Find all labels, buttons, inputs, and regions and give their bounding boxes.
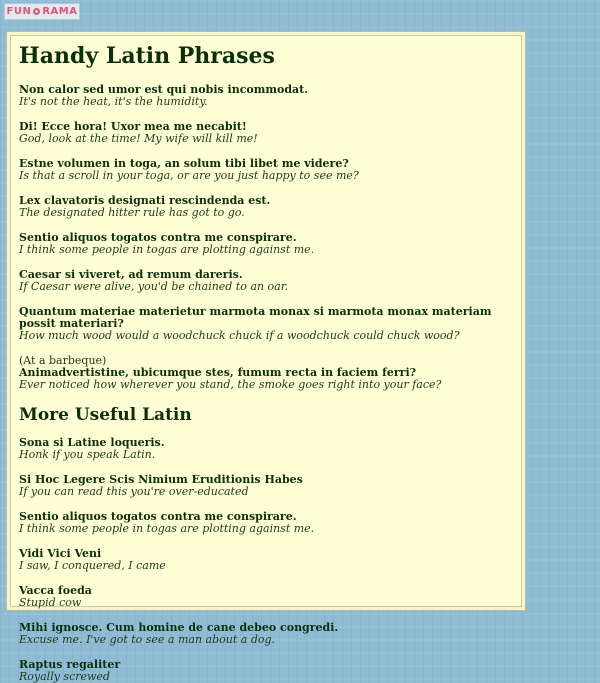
latin-phrase: Sentio aliquos togatos contra me conspirare. [19,231,297,244]
phrase-item [19,474,521,498]
phrase-item [19,355,521,391]
phrase-item [19,622,521,646]
phrase-item [19,158,521,182]
latin-phrase: Non calor sed umor est qui nobis incommodat. [19,83,309,96]
phrase-item [19,195,521,219]
english-translation: I think some people in togas are plotting against me. [19,243,315,256]
latin-phrase: Lex clavatoris designati rescindenda est. [19,194,271,207]
english-translation: I think some people in togas are plotting against me. [19,522,315,535]
english-translation: If you can read this you're over-educated [19,485,249,498]
latin-phrase: Estne volumen in toga, an solum tibi libet me videre? [19,157,349,170]
english-translation: How much wood would a woodchuck chuck if a woodchuck could chuck wood? [19,329,460,342]
english-translation: It's not the heat, it's the humidity. [19,95,208,108]
latin-phrase: Mihi ignosce. Cum homine de cane debeo congredi. [19,621,339,634]
phrase-item [19,659,521,683]
latin-phrase: Vacca foeda [19,584,92,597]
phrase-item [19,121,521,145]
latin-phrase: Sentio aliquos togatos contra me conspirare. [19,510,297,523]
logo-ring-icon [33,8,40,15]
phrase-item [19,306,521,342]
latin-phrase: Animadvertistine, ubicumque stes, fumum recta in faciem ferri? [19,366,417,379]
logo-text-rama: RAMA [42,6,78,17]
page-title: Handy Latin Phrases [19,43,275,69]
english-translation: Stupid cow [19,596,82,609]
section-title: More Useful Latin [19,405,192,425]
latin-phrase: Quantum materiae materietur marmota monax si marmota monax materiam possit materiari? [19,305,492,330]
english-translation: God, look at the time! My wife will kill me! [19,132,258,145]
latin-phrase: Caesar si viveret, ad remum dareris. [19,268,243,281]
phrase-item [19,232,521,256]
latin-phrase: Di! Ecce hora! Uxor mea me necabit! [19,120,247,133]
english-translation: Is that a scroll in your toga, or are you just happy to see me? [19,169,359,182]
latin-phrase: Sona si Latine loqueris. [19,436,165,449]
english-translation: Ever noticed how wherever you stand, the smoke goes right into your face? [19,378,442,391]
phrase-item [19,84,521,108]
phrase-item [19,269,521,293]
phrase-context-note: (At a barbeque) [19,354,107,367]
english-translation: I saw, I conquered, I came [19,559,166,572]
site-logo[interactable] [4,3,80,20]
latin-phrase: Raptus regaliter [19,658,121,671]
logo-text-fun: FUN [6,6,32,17]
english-translation: Honk if you speak Latin. [19,448,156,461]
content-panel [10,35,522,683]
phrase-item [19,548,521,572]
english-translation: If Caesar were alive, you'd be chained to an oar. [19,280,289,293]
phrase-item [19,437,521,461]
latin-phrase: Si Hoc Legere Scis Nimium Eruditionis Habes [19,473,303,486]
latin-phrase: Vidi Vici Veni [19,547,102,560]
phrase-item [19,585,521,609]
english-translation: The designated hitter rule has got to go. [19,206,245,219]
content-frame [6,31,526,683]
english-translation: Royally screwed [19,670,110,683]
phrase-item [19,511,521,535]
english-translation: Excuse me. I've got to see a man about a dog. [19,633,276,646]
